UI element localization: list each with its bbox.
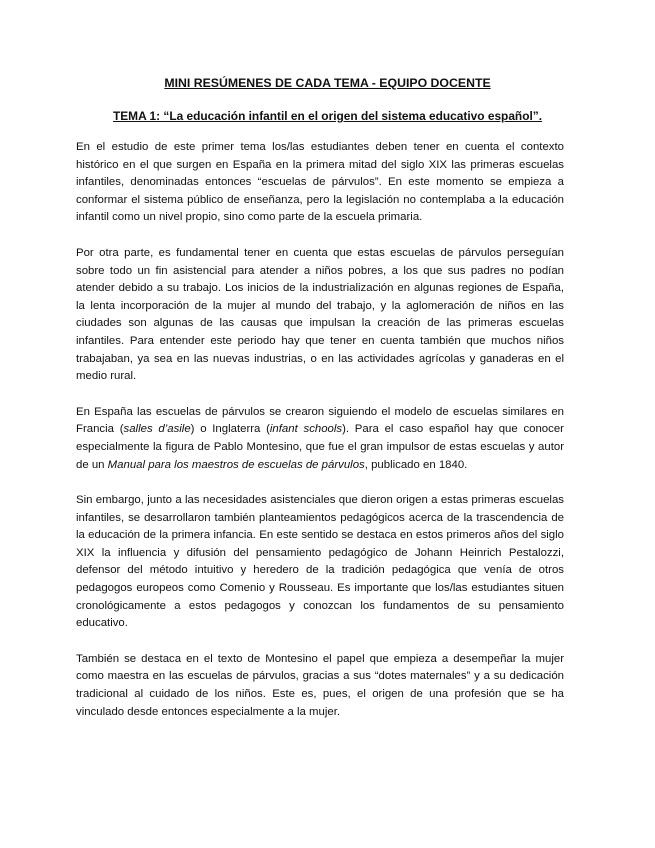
paragraph-pedagogy: Sin embargo, junto a las necesidades asistenciales que dieron origen a estas primeras escuelas infantiles, se desarrollaron también planteamientos pedagógicos acerca de la trascendencia de la educación de la primera infancia. En este sentido se destaca en estos primeros años del siglo XIX la influencia y difusión del pensamiento pedagógico de Johann Heinrich Pestalozzi, defensor del método intuitivo y heredero de la tradición pedagógica que venía de otros pedagogos europeos como Comenio y Rousseau. Es importante que los/las estudiantes situen cronológicamente a estos pedagogos y conozcan los fundamentos de su pensamiento educativo. <box>76 494 564 630</box>
document-title: MINI RESÚMENES DE CADA TEMA - EQUIPO DOCENTE <box>164 76 491 90</box>
paragraph-models-italic-salles: salles d’asile <box>123 423 191 436</box>
paragraph-models-italic-infant: infant schools <box>269 423 343 436</box>
paragraph-women-teachers: También se destaca en el texto de Montesino el papel que empieza a desempeñar la mujer como maestra en las escuelas de párvulos, gracias a sus “dotes maternales” y a su dedicación tradicional al cuidado de los niños. Este es, pues, el origen de una profesión que se ha vinculado desde entonces especialmente a la mujer. <box>76 652 564 718</box>
paragraph-assistance: Por otra parte, es fundamental tener en cuenta que estas escuelas de párvulos perseguían sobre todo un fin asistencial para atender a niños pobres, a los que sus padres no podían atender debido a su trabajo. Los inicios de la industrialización en algunas regiones de España, la lenta incorporación de la mujer al mundo del trabajo, y la aglomeración de niños en las ciudades son algunas de las causas que impulsan la creación de las primeras escuelas infantiles. Para entender este periodo hay que tener en cuenta también que muchos niños trabajaban, ya sea en las nuevas industrias, o en las actividades agrícolas y ganaderas en el medio rural. <box>76 246 564 383</box>
paragraph-context: En el estudio de este primer tema los/las estudiantes deben tener en cuenta el contexto histórico en el que surgen en España en la primera mitad del siglo XIX las primeras escuelas infantiles, denominadas entonces “escuelas de párvulos”. En este momento se empieza a conformar el sistema público de enseñanza, pero la legislación no contemplaba a la educación infantil como un nivel propio, sino como parte de la escuela primaria. <box>76 141 564 224</box>
paragraph-models-text-4: , publicado en 1840. <box>364 458 468 471</box>
paragraph-models-text-2: ) o Inglaterra ( <box>190 423 270 436</box>
document-body <box>76 139 564 739</box>
paragraph-models-text-1: En España las escuelas de párvulos se crearon siguiendo el modelo de escuelas similares en Francia ( <box>76 405 564 436</box>
paragraph-models-text-3: ). Para el caso español hay que conocer especialmente la figura de Pablo Montesino, que fue el gran impulsor de estas escuelas y autor de un <box>76 423 564 471</box>
paragraph-models-italic-manual: Manual para los maestros de escuelas de párvulos <box>107 458 365 471</box>
topic-heading: TEMA 1: “La educación infantil en el origen del sistema educativo español”. <box>112 109 543 123</box>
paragraph-models <box>76 404 564 474</box>
